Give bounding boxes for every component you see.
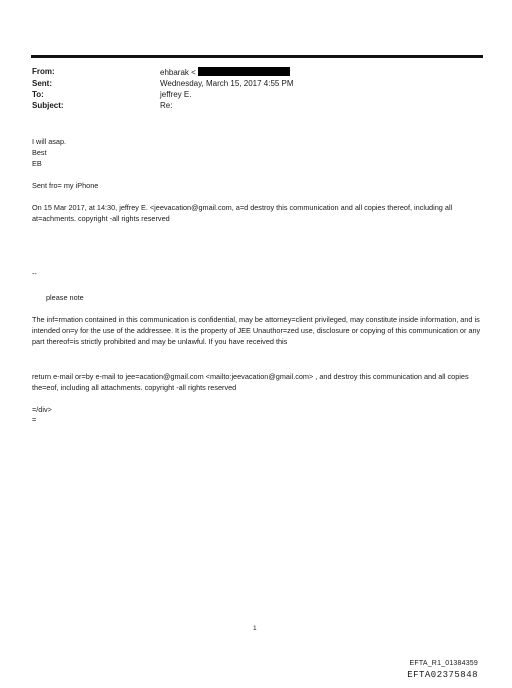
redaction-block <box>198 67 290 76</box>
signature-separator: -- <box>32 269 37 278</box>
page-number: 1 <box>253 625 257 632</box>
sent-label: Sent: <box>32 79 52 88</box>
header-rule <box>31 55 483 58</box>
quoted-header: On 15 Mar 2017, at 14:30, jeffrey E. <jeevacation@gmail.com, a=d destroy this communication and all copies thereof, including all at=achments. copyright -all rights reserved <box>32 203 453 223</box>
return-paragraph: return e-mail or=by e-mail to jee=acation@gmail.com <mailto:jeevacation@gmail.com> , and destroy this communication and all copies the=eof, including all attachments. copyright -all rights reserved <box>32 372 469 392</box>
to-value: jeffrey E. <box>160 90 192 99</box>
body-line-2: Best <box>32 148 47 157</box>
subject-label: Subject: <box>32 101 64 110</box>
from-value <box>160 67 290 78</box>
equals-sign: = <box>32 415 37 424</box>
bates-number-2: EFTA02375848 <box>407 670 478 680</box>
to-label: To: <box>32 90 44 99</box>
from-label: From: <box>32 67 55 76</box>
body-line-3: EB <box>32 159 42 168</box>
sent-value: Wednesday, March 15, 2017 4:55 PM <box>160 79 294 88</box>
please-note: please note <box>46 293 84 302</box>
bates-number-1: EFTA_R1_01384359 <box>409 660 478 667</box>
from-name: ehbarak < <box>160 68 196 77</box>
div-close-text: =/div> <box>32 405 52 414</box>
disclaimer-paragraph: The inf=rmation contained in this communication is confidential, may be attorney=client privileged, may constitute inside information, and is intended on=y for the use of the addressee. It is the property of JEE Unauthor=zed use, disclosure or copying of this communication or any part thereof=is strictly prohibited and may be unlawful. If you have received this <box>32 315 481 346</box>
body-line-1: I will asap. <box>32 137 67 146</box>
sent-from-line: Sent fro= my iPhone <box>32 181 99 190</box>
subject-value: Re: <box>160 101 173 110</box>
